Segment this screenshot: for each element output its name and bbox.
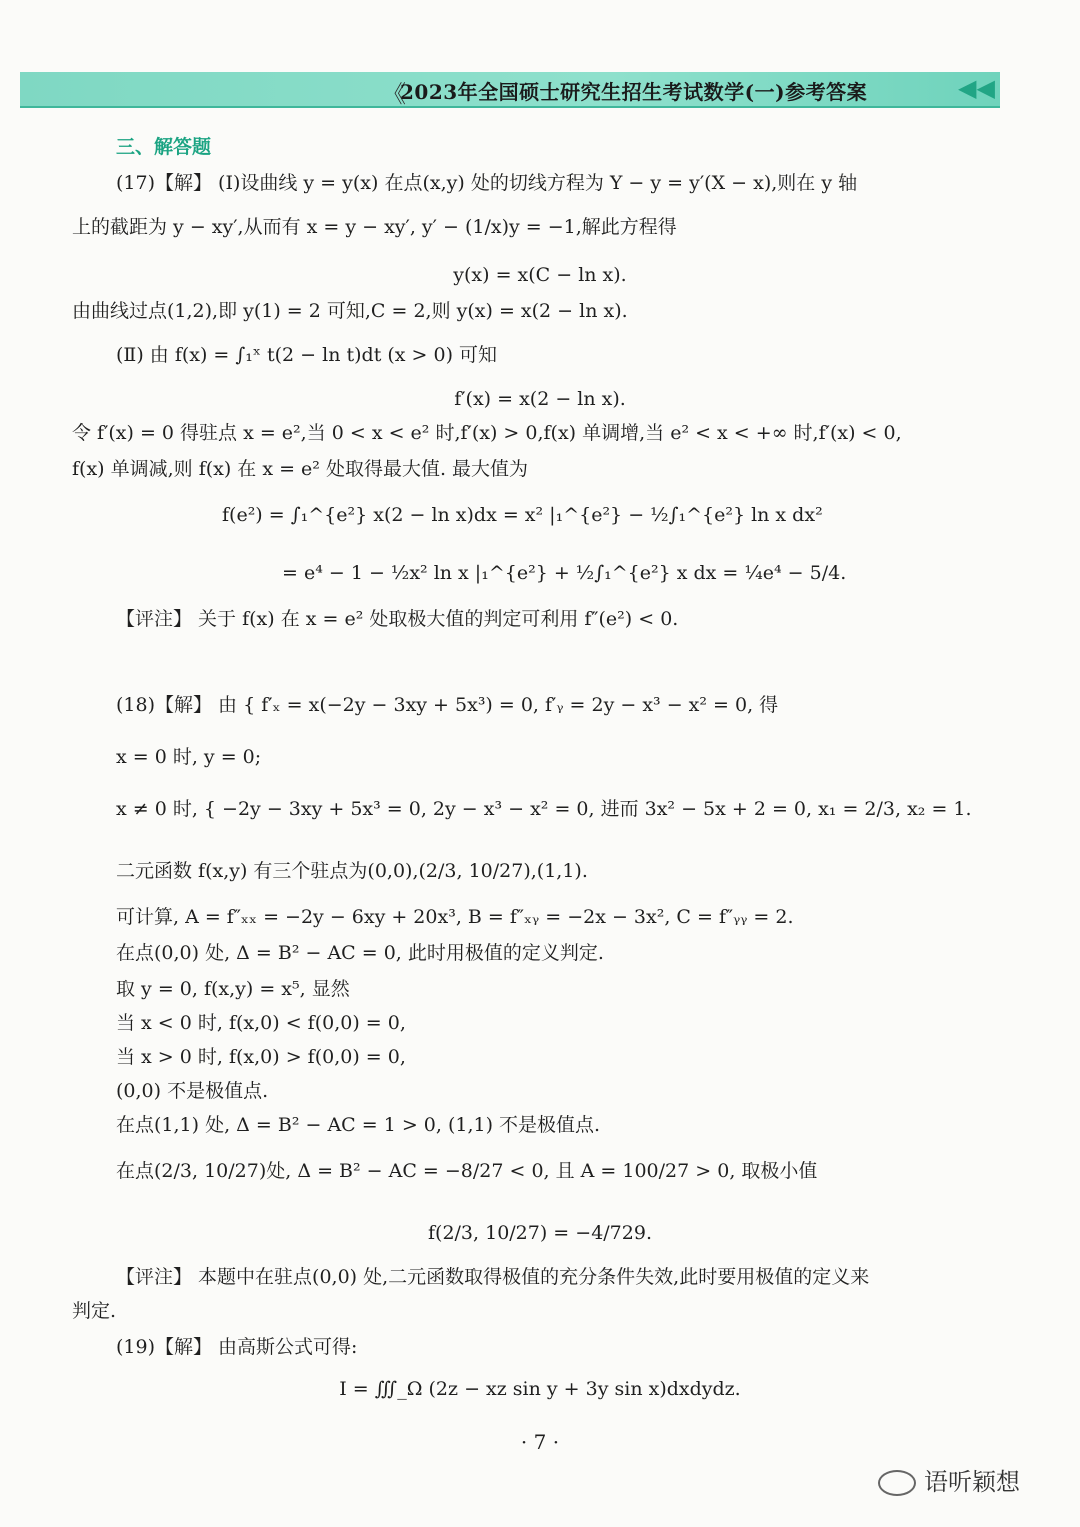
line-15: 二元函数 f(x,y) 有三个驻点为(0,0),(2/3, 10/27),(1,1).: [116, 860, 588, 882]
line-17: 在点(0,0) 处, Δ = B² − AC = 0, 此时用极值的定义判定.: [116, 942, 604, 964]
line-22: 在点(1,1) 处, Δ = B² − AC = 1 > 0, (1,1) 不是极值点.: [116, 1114, 601, 1136]
line-8: f(x) 单调减,则 f(x) 在 x = e² 处取得最大值. 最大值为: [72, 458, 529, 480]
line-2: 上的截距为 y − xy′,从而有 x = y − xy′, y′ − (1/x)y = −1,解此方程得: [72, 216, 677, 238]
page-number: · 7 ·: [520, 1430, 560, 1454]
line-20: 当 x > 0 时, f(x,0) > f(0,0) = 0,: [116, 1046, 406, 1068]
section-title: 三、解答题: [116, 136, 212, 158]
line-28: I = ∭_Ω (2z − xz sin y + 3y sin x)dxdydz.: [339, 1378, 741, 1400]
line-19: 当 x < 0 时, f(x,0) < f(0,0) = 0,: [116, 1012, 406, 1034]
watermark-text: 语听颖想: [924, 1468, 1020, 1496]
line-7: 令 f′(x) = 0 得驻点 x = e²,当 0 < x < e² 时,f′(x) > 0,f(x) 单调增,当 e² < x < +∞ 时,f′(x) < 0,: [72, 422, 902, 444]
line-1: (17)【解】 (Ⅰ)设曲线 y = y(x) 在点(x,y) 处的切线方程为 Y − y = y′(X − x),则在 y 轴: [116, 172, 858, 194]
line-21: (0,0) 不是极值点.: [116, 1080, 269, 1102]
line-6: f′(x) = x(2 − ln x).: [454, 388, 626, 410]
line-24: f(2/3, 10/27) = −4/729.: [428, 1222, 652, 1244]
watermark: [878, 1462, 1020, 1497]
chevron-left-icon: 《: [382, 80, 406, 108]
line-13: x = 0 时, y = 0;: [116, 746, 262, 768]
line-9: f(e²) = ∫₁^{e²} x(2 − ln x)dx = x² |₁^{e²} − ½∫₁^{e²} ln x dx²: [222, 504, 823, 526]
line-25: 【评注】 本题中在驻点(0,0) 处,二元函数取得极值的充分条件失效,此时要用极值的定义来: [116, 1266, 870, 1288]
line-23: 在点(2/3, 10/27)处, Δ = B² − AC = −8/27 < 0, 且 A = 100/27 > 0, 取极小值: [116, 1160, 818, 1182]
line-16: 可计算, A = f″ₓₓ = −2y − 6xy + 20x³, B = f″ₓᵧ = −2x − 3x², C = f″ᵧᵧ = 2.: [116, 906, 794, 928]
line-14: x ≠ 0 时, { −2y − 3xy + 5x³ = 0, 2y − x³ − x² = 0, 进而 3x² − 5x + 2 = 0, x₁ = 2/3, x₂ = 1.: [116, 798, 972, 820]
wechat-icon: [878, 1470, 916, 1496]
line-4: 由曲线过点(1,2),即 y(1) = 2 可知,C = 2,则 y(x) = x(2 − ln x).: [72, 300, 628, 322]
line-11: 【评注】 关于 f(x) 在 x = e² 处取极大值的判定可利用 f″(e²) < 0.: [116, 608, 679, 630]
line-12: (18)【解】 由 { f′ₓ = x(−2y − 3xy + 5x³) = 0, f′ᵧ = 2y − x³ − x² = 0, 得: [116, 694, 779, 716]
line-5: (Ⅱ) 由 f(x) = ∫₁ˣ t(2 − ln t)dt (x > 0) 可知: [116, 344, 498, 366]
line-3: y(x) = x(C − ln x).: [453, 264, 627, 286]
line-27: (19)【解】 由高斯公式可得:: [116, 1336, 358, 1358]
line-26: 判定.: [72, 1300, 117, 1322]
line-18: 取 y = 0, f(x,y) = x⁵, 显然: [116, 978, 350, 1000]
page-title: 2023年全国硕士研究生招生考试数学(一)参考答案: [400, 80, 868, 104]
chevron-right-icon: ◀◀: [958, 74, 995, 102]
line-10: = e⁴ − 1 − ½x² ln x |₁^{e²} + ½∫₁^{e²} x dx = ¼e⁴ − 5/4.: [282, 562, 847, 584]
